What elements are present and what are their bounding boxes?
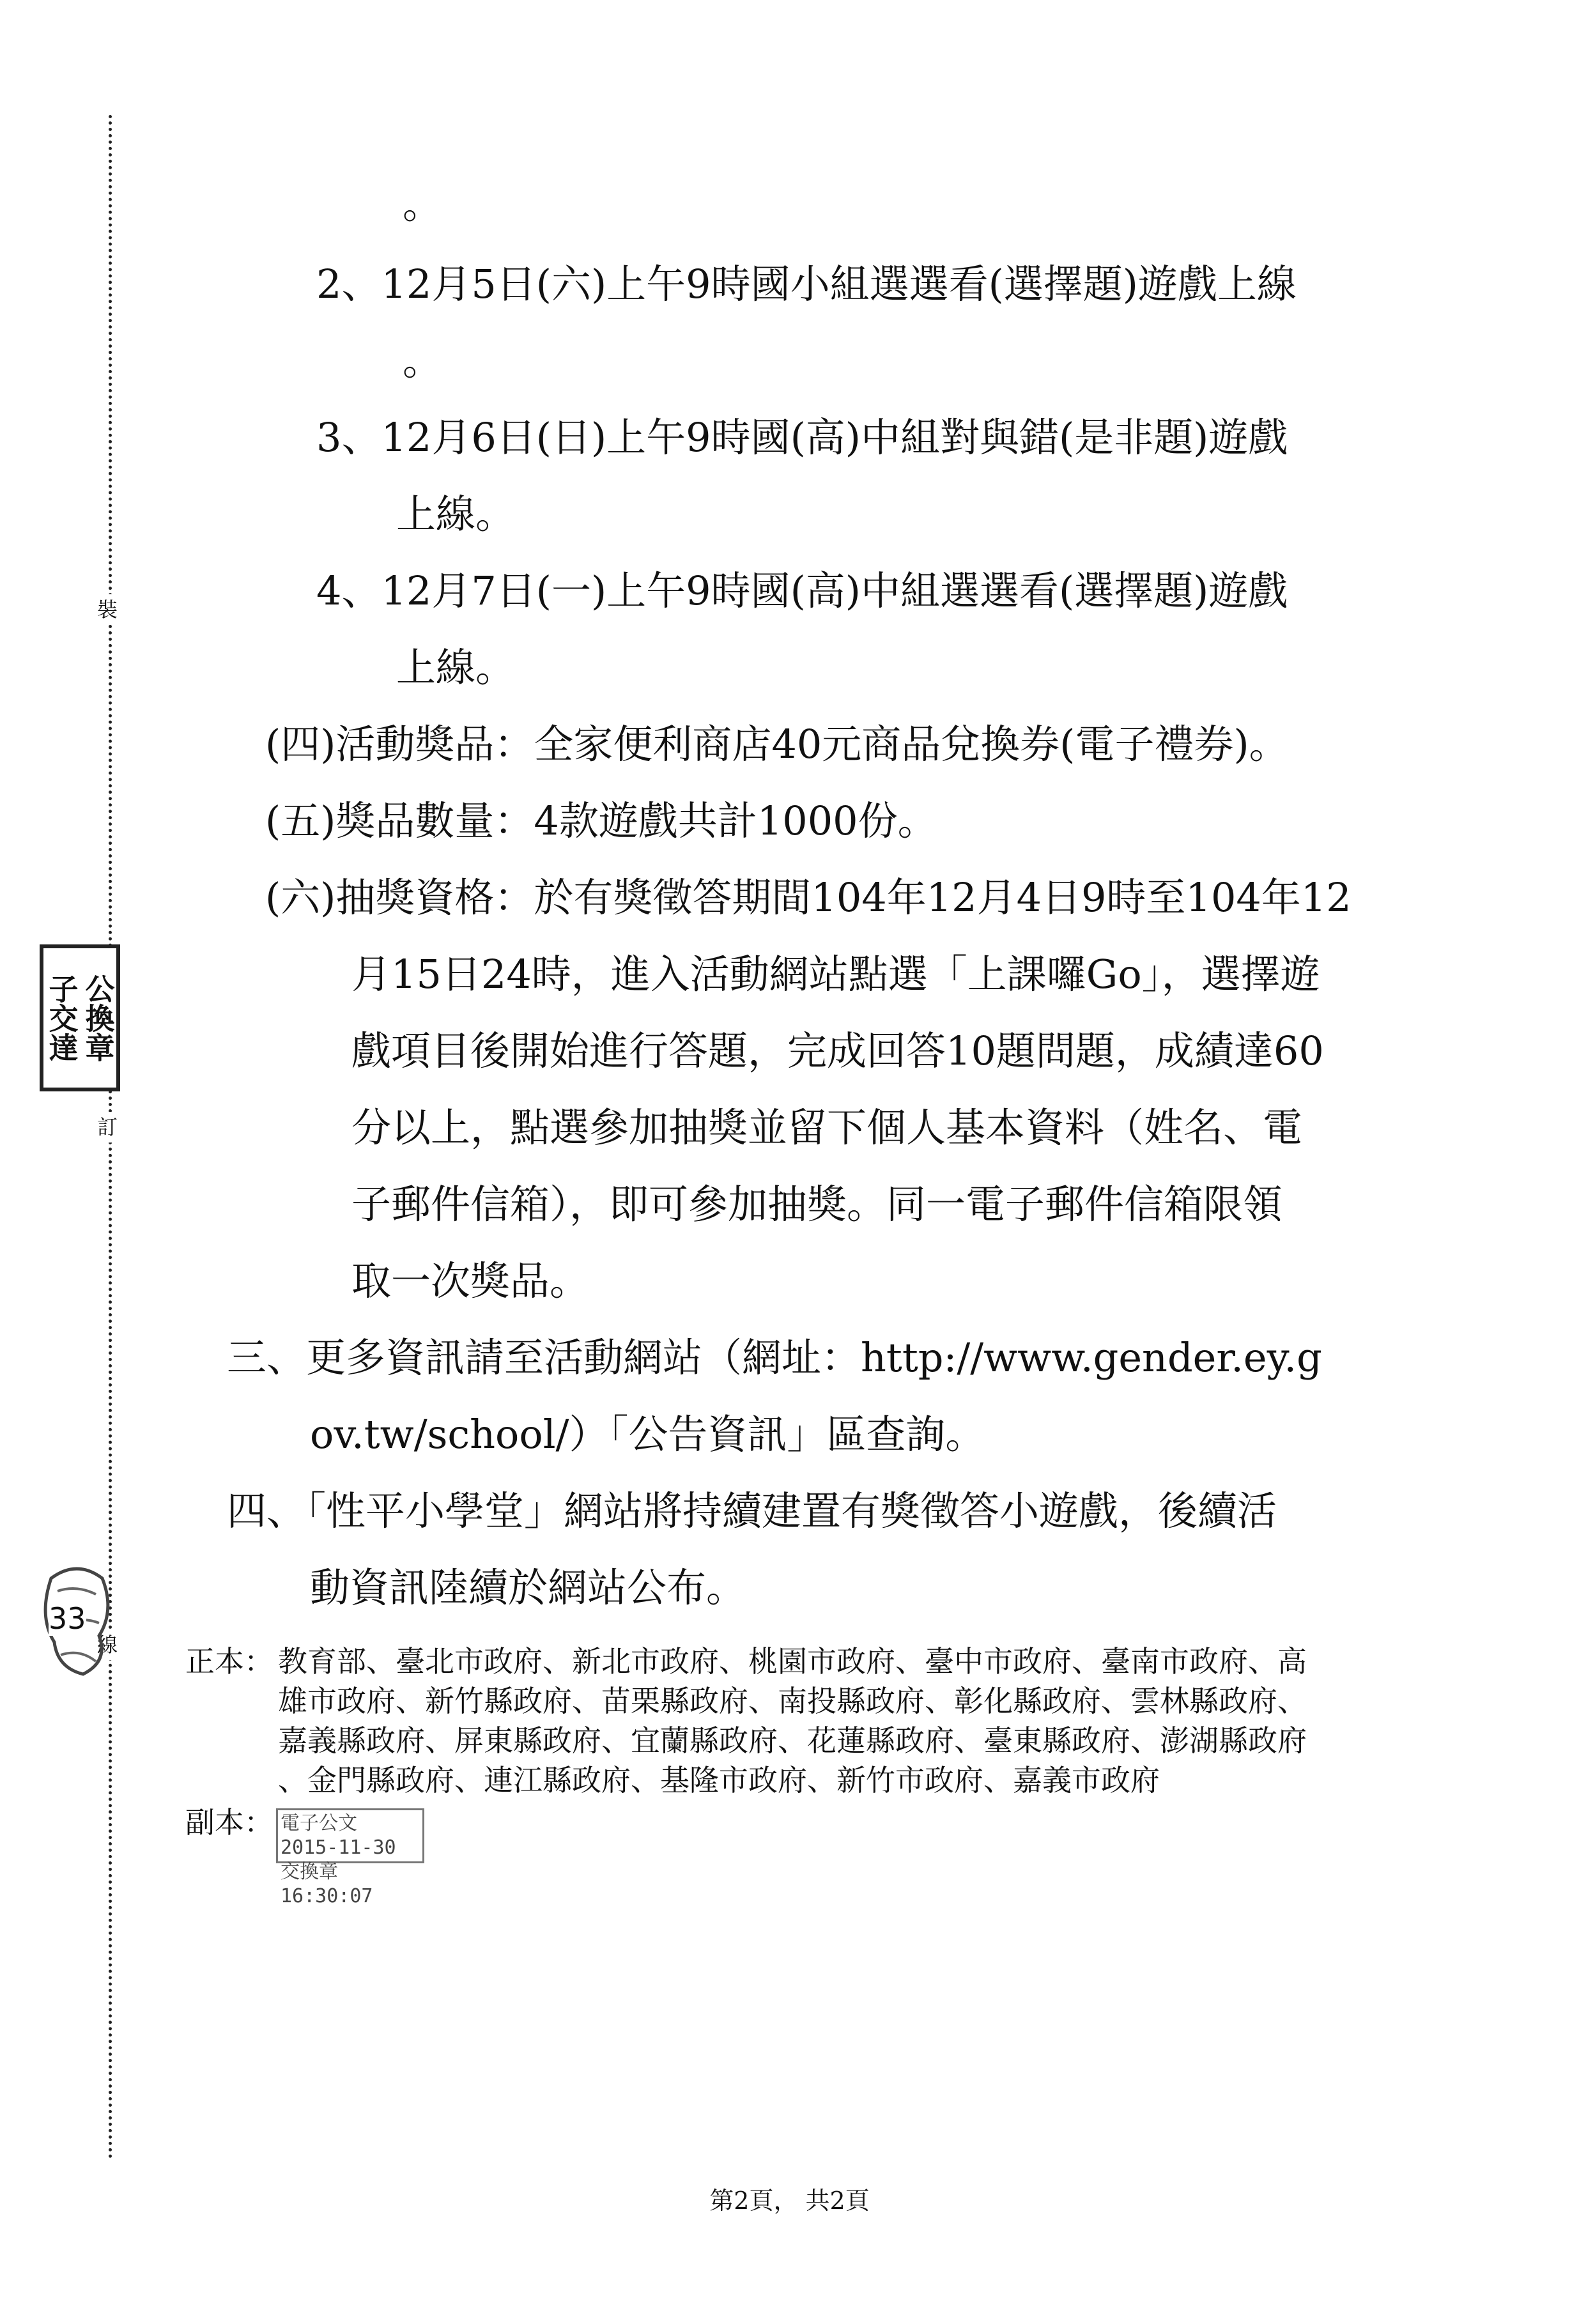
- schedule-item-4: 4、12月7日(一)上午9時國(高)中組選選看(選擇題)遊戲: [316, 567, 1288, 614]
- main-recipients-line-4: 、金門縣政府、連江縣政府、基隆市政府、新竹市政府、嘉義市政府: [278, 1763, 1160, 1797]
- seal-right-col: 公換章: [81, 974, 116, 1062]
- eligibility-line-5: 子郵件信箱），即可參加抽獎。同一電子郵件信箱限領: [351, 1181, 1283, 1227]
- electronic-exchange-stamp: [276, 1808, 424, 1907]
- stamp-date: 2015-11-30: [281, 1836, 396, 1859]
- main-recipients-line-3: 嘉義縣政府、屏東縣政府、宜蘭縣政府、花蓮縣政府、臺東縣政府、澎湖縣政府: [278, 1723, 1307, 1758]
- future-line-1: 四、「性平小學堂」網站將持續建置有獎徵答小遊戲，後續活: [227, 1488, 1277, 1534]
- eligibility-line-4: 分以上，點選參加抽獎並留下個人基本資料（姓名、電: [351, 1104, 1303, 1151]
- schedule-item-3-cont: 上線。: [396, 491, 516, 537]
- more-info-line-1: 三、更多資訊請至活動網站（網址：http://www.gender.ey.g: [227, 1334, 1322, 1381]
- more-info-line-2: ov.tw/school/）「公告資訊」區查詢。: [310, 1411, 985, 1458]
- binding-label-xian: 線: [97, 1629, 118, 1660]
- exchange-seal: [40, 944, 120, 1091]
- page-number-badge: [38, 1559, 115, 1681]
- page-footer: 第2頁， 共2頁: [709, 2187, 870, 2215]
- binding-label-ding: 訂: [97, 1112, 118, 1143]
- copy-recipients-label: 副本：: [185, 1805, 273, 1840]
- binding-label-zhuang: 裝: [97, 594, 118, 625]
- stamp-time: 16:30:07: [281, 1885, 373, 1907]
- eligibility-line-1: (六)抽獎資格：於有獎徵答期間104年12月4日9時至104年12: [265, 874, 1352, 921]
- schedule-item-2-cont: 。: [403, 337, 443, 384]
- eligibility-line-2: 月15日24時，進入活動網站點選「上課囉Go」，選擇遊: [351, 951, 1320, 997]
- main-recipients-line-1: 教育部、臺北市政府、新北市政府、桃園市政府、臺中市政府、臺南市政府、高: [278, 1644, 1307, 1679]
- eligibility-line-6: 取一次獎品。: [351, 1258, 590, 1304]
- body-line-period: 。: [403, 181, 443, 227]
- schedule-item-4-cont: 上線。: [396, 644, 516, 691]
- main-recipients-label: 正本：: [185, 1644, 273, 1679]
- seal-left-col: 子交達: [44, 974, 79, 1062]
- main-recipients-line-2: 雄市政府、新竹縣政府、苗栗縣政府、南投縣政府、彰化縣政府、雲林縣政府、: [278, 1684, 1307, 1718]
- quantity-line: (五)獎品數量：4款遊戲共計1000份。: [265, 797, 937, 844]
- page-number: 33: [49, 1601, 86, 1636]
- future-line-2: 動資訊陸續於網站公布。: [310, 1564, 746, 1611]
- eligibility-line-3: 戲項目後開始進行答題，完成回答10題問題，成績達60: [351, 1027, 1324, 1074]
- stamp-chars-top: 電子公文: [281, 1812, 357, 1835]
- schedule-item-3: 3、12月6日(日)上午9時國(高)中組對與錯(是非題)遊戲: [316, 414, 1288, 461]
- prize-line: (四)活動獎品：全家便利商店40元商品兌換券(電子禮券)。: [265, 721, 1289, 767]
- schedule-item-2: 2、12月5日(六)上午9時國小組選選看(選擇題)遊戲上線: [316, 261, 1297, 307]
- stamp-chars-bottom: 交換章: [281, 1861, 338, 1883]
